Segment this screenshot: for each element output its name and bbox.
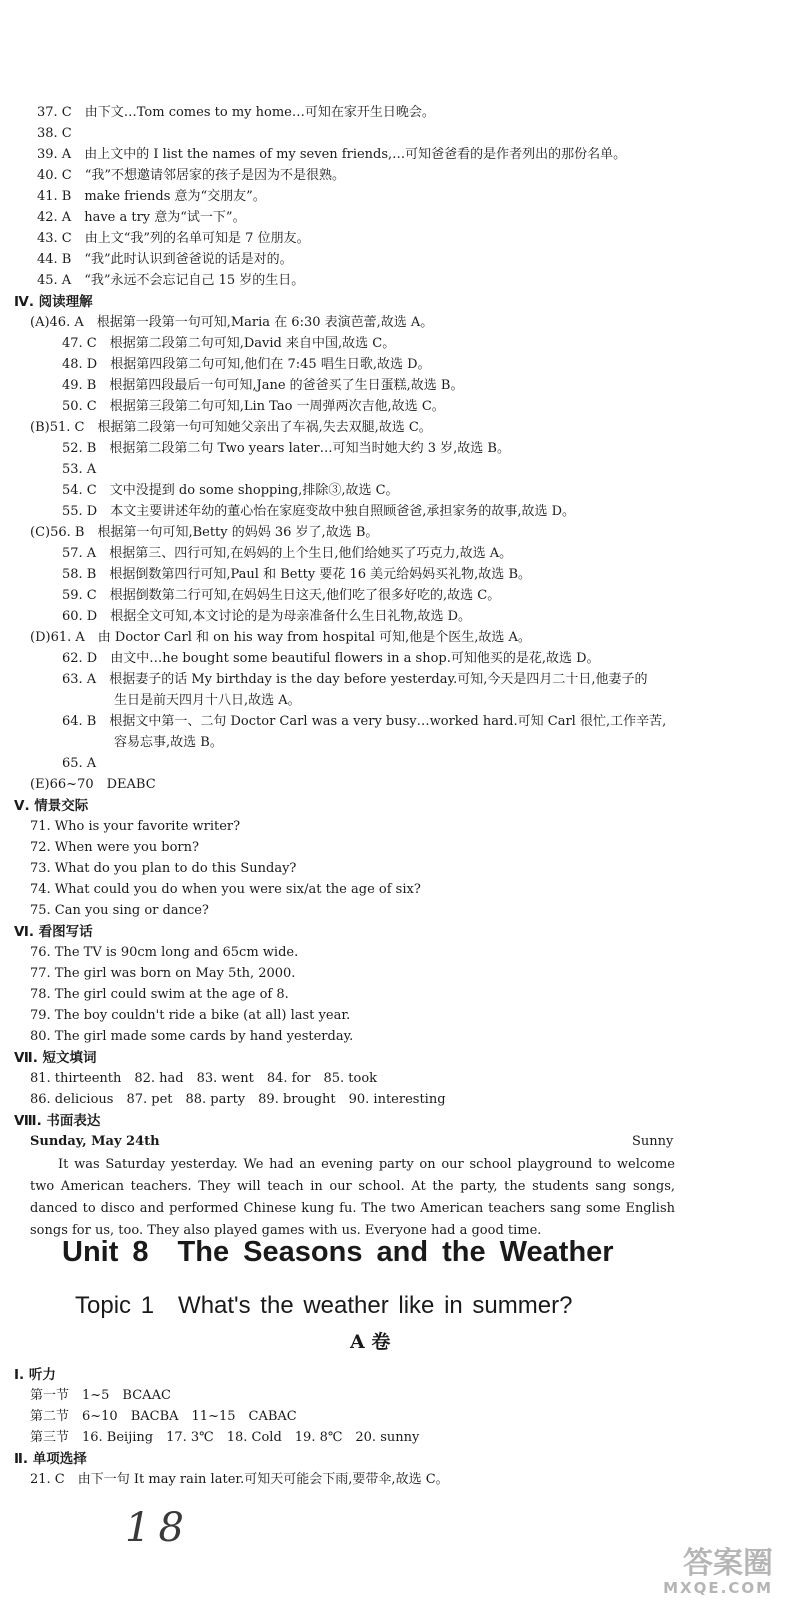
answer-line: 40. C “我”不想邀请邻居家的孩子是因为不是很熟。 <box>37 168 346 183</box>
paper-label: A 卷 <box>350 1331 391 1353</box>
answer-line: 48. D 根据第四段第二句可知,他们在 7:45 唱生日歌,故选 D。 <box>62 357 431 372</box>
essay-date: Sunday, May 24th <box>30 1134 160 1149</box>
answer-line: 58. B 根据倒数第四行可知,Paul 和 Betty 要花 16 美元给妈妈买礼物,故选 B。 <box>62 567 531 582</box>
answer-line: 75. Can you sing or dance? <box>30 903 209 918</box>
answer-line: 77. The girl was born on May 5th, 2000. <box>30 966 296 981</box>
essay-body: It was Saturday yesterday. We had an evening party on our school playground to welcome two American teachers. They will teach in our school. At the party, the students sang songs, danced to disco and performed Chinese kung fu. The two American teachers sang some English songs for us, too. They also played games with us. Everyone had a good time. <box>30 1157 675 1238</box>
answer-line: 第一节 1~5 BCAAC <box>30 1388 171 1403</box>
answer-line: 52. B 根据第二段第二句 Two years later…可知当时她大约 3 岁,故选 B。 <box>62 441 510 456</box>
answer-line: 78. The girl could swim at the age of 8. <box>30 987 289 1002</box>
answer-line: 72. When were you born? <box>30 840 199 855</box>
answer-line: 71. Who is your favorite writer? <box>30 819 241 834</box>
answer-line: 37. C 由下文…Tom comes to my home…可知在家开生日晚会。 <box>37 105 435 120</box>
answer-line: 76. The TV is 90cm long and 65cm wide. <box>30 945 299 960</box>
section-heading: Ⅴ. 情景交际 <box>14 798 89 814</box>
answer-line: 55. D 本文主要讲述年幼的董心怡在家庭变故中独自照顾爸爸,承担家务的故事,故选 D。 <box>62 504 576 519</box>
section-heading: Ⅰ. 听力 <box>14 1367 56 1383</box>
answer-line: 47. C 根据第二段第二句可知,David 来自中国,故选 C。 <box>62 336 396 351</box>
answer-line: 41. B make friends 意为“交朋友”。 <box>37 189 266 204</box>
section-heading: Ⅱ. 单项选择 <box>14 1451 87 1467</box>
answer-line: 64. B 根据文中第一、二句 Doctor Carl was a very busy…worked hard.可知 Carl 很忙,工作辛苦, <box>62 714 667 729</box>
section-heading: Ⅵ. 看图写话 <box>14 924 93 940</box>
watermark <box>663 1548 773 1596</box>
answer-line: 第二节 6~10 BACBA 11~15 CABAC <box>30 1409 297 1424</box>
answer-line: 53. A <box>62 462 97 477</box>
answer-line: 49. B 根据第四段最后一句可知,Jane 的爸爸买了生日蛋糕,故选 B。 <box>62 378 464 393</box>
answer-line: (D)61. A 由 Doctor Carl 和 on his way from hospital 可知,他是个医生,故选 A。 <box>30 630 531 645</box>
answer-line: (E)66~70 DEABC <box>30 777 156 792</box>
answer-line: 73. What do you plan to do this Sunday? <box>30 861 297 876</box>
answer-line: 45. A “我”永远不会忘记自己 15 岁的生日。 <box>37 273 305 288</box>
section-heading: Ⅳ. 阅读理解 <box>14 294 93 310</box>
answer-line: 63. A 根据妻子的话 My birthday is the day before yesterday.可知,今天是四月二十日,他妻子的 <box>62 672 648 687</box>
answer-line: 50. C 根据第三段第二句可知,Lin Tao 一周弹两次吉他,故选 C。 <box>62 399 445 414</box>
essay-weather: Sunny <box>632 1134 674 1149</box>
answer-line: 65. A <box>62 756 97 771</box>
section-heading: Ⅶ. 短文填词 <box>14 1050 97 1066</box>
answer-line: 容易忘事,故选 B。 <box>114 735 223 750</box>
handwritten-page-number: 18 <box>125 1505 192 1551</box>
answer-line: 54. C 文中没提到 do some shopping,排除③,故选 C。 <box>62 483 399 498</box>
answer-line: 59. C 根据倒数第二行可知,在妈妈生日这天,他们吃了很多好吃的,故选 C。 <box>62 588 501 603</box>
answer-line: 62. D 由文中…he bought some beautiful flowers in a shop.可知他买的是花,故选 D。 <box>62 651 600 666</box>
answer-line: 57. A 根据第三、四行可知,在妈妈的上个生日,他们给她买了巧克力,故选 A。 <box>62 546 513 561</box>
answer-line: (C)56. B 根据第一句可知,Betty 的妈妈 36 岁了,故选 B。 <box>30 525 379 540</box>
answer-line: 44. B “我”此时认识到爸爸说的话是对的。 <box>37 252 293 267</box>
answer-line: 86. delicious 87. pet 88. party 89. brought 90. interesting <box>30 1092 446 1107</box>
answer-line: (B)51. C 根据第二段第一句可知她父亲出了车祸,失去双腿,故选 C。 <box>30 420 432 435</box>
answer-line: 39. A 由上文中的 I list the names of my seven friends,…可知爸爸看的是作者列出的那份名单。 <box>37 147 627 162</box>
answer-line: 第三节 16. Beijing 17. 3℃ 18. Cold 19. 8℃ 20. sunny <box>30 1430 420 1445</box>
section-heading: Ⅷ. 书面表达 <box>14 1113 101 1129</box>
answer-line: 42. A have a try 意为“试一下”。 <box>37 210 246 225</box>
answer-line: 生日是前天四月十八日,故选 A。 <box>114 693 301 708</box>
answer-line: 81. thirteenth 82. had 83. went 84. for 85. took <box>30 1071 378 1086</box>
answer-line: 80. The girl made some cards by hand yesterday. <box>30 1029 354 1044</box>
answer-line: 79. The boy couldn't ride a bike (at all) last year. <box>30 1008 351 1023</box>
answer-line: 60. D 根据全文可知,本文讨论的是为母亲准备什么生日礼物,故选 D。 <box>62 609 472 624</box>
answer-line: (A)46. A 根据第一段第一句可知,Maria 在 6:30 表演芭蕾,故选 A。 <box>30 315 434 330</box>
unit-title: Unit 8 The Seasons and the Weather <box>62 1236 614 1268</box>
watermark-logo-text: 答案圈 <box>683 1546 773 1581</box>
answer-line: 74. What could you do when you were six/at the age of six? <box>30 882 421 897</box>
answer-line: 21. C 由下一句 It may rain later.可知天可能会下雨,要带伞,故选 C。 <box>30 1472 449 1487</box>
topic-title: Topic 1 What's the weather like in summer? <box>75 1292 573 1319</box>
answer-line: 43. C 由上文“我”列的名单可知是 7 位朋友。 <box>37 231 310 246</box>
watermark-url: MXQE.COM <box>663 1579 773 1597</box>
answer-line: 38. C <box>37 126 72 141</box>
